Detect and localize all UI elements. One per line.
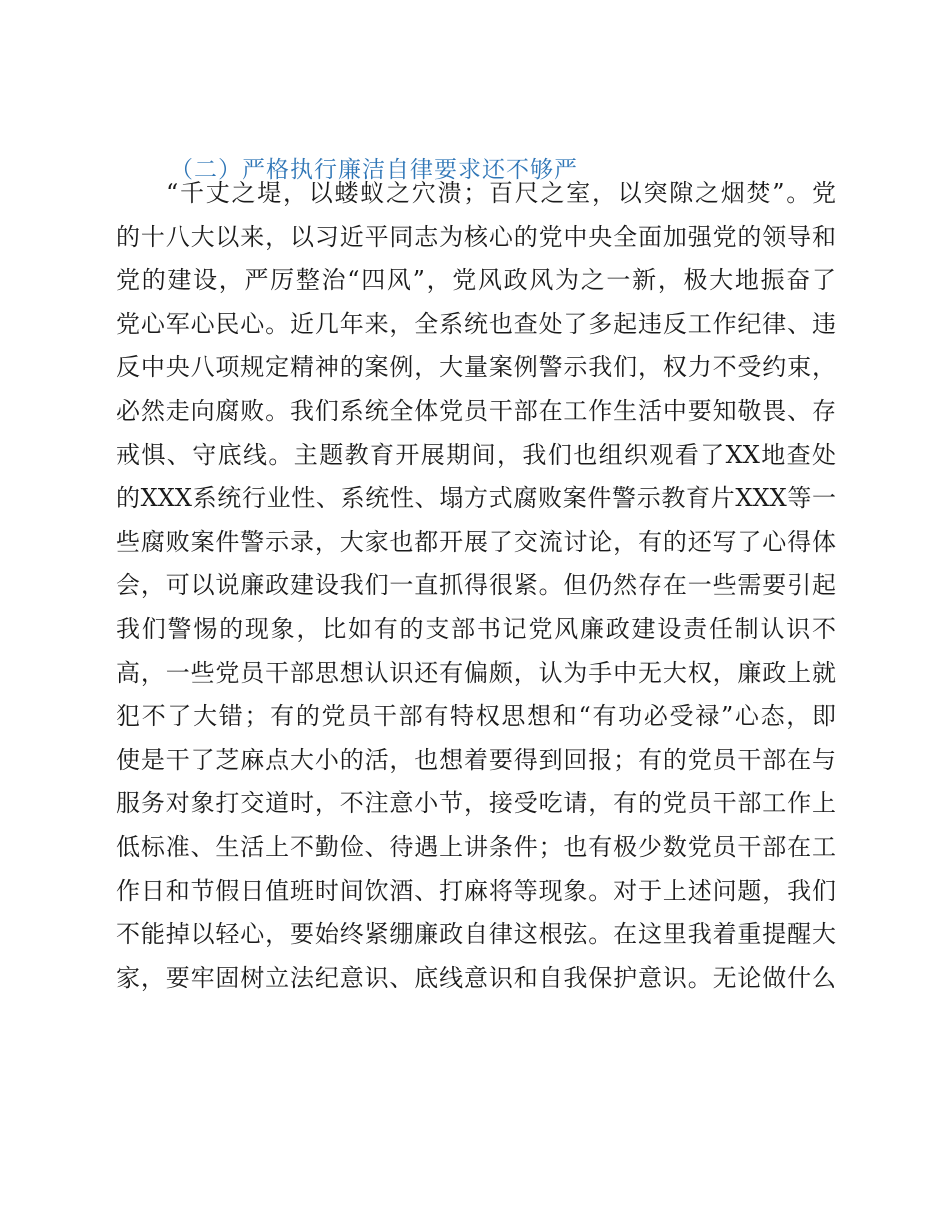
body-paragraph bbox=[116, 172, 836, 1000]
paragraph-line: 戒惧、守底线。主题教育开展期间，我们也组织观看了XX地查处 bbox=[116, 440, 836, 469]
paragraph-line: 低标准、生活上不勤俭、待遇上讲条件；也有极少数党员干部在工 bbox=[116, 832, 836, 861]
paragraph-line: 高，一些党员干部思想认识还有偏颇，认为手中无大权，廉政上就 bbox=[116, 658, 836, 687]
paragraph-line: 我们警惕的现象，比如有的支部书记党风廉政建设责任制认识不 bbox=[116, 614, 836, 643]
paragraph-line: 些腐败案件警示录，大家也都开展了交流讨论，有的还写了心得体 bbox=[116, 527, 836, 556]
paragraph-line: 必然走向腐败。我们系统全体党员干部在工作生活中要知敬畏、存 bbox=[116, 396, 836, 425]
paragraph-line: 会，可以说廉政建设我们一直抓得很紧。但仍然存在一些需要引起 bbox=[116, 571, 836, 600]
paragraph-line: “千丈之堤，以蝼蚁之穴溃；百尺之室，以突隙之烟焚”。党 bbox=[166, 179, 836, 207]
paragraph-line: 的XXX系统行业性、系统性、塌方式腐败案件警示教育片XXX等一 bbox=[116, 484, 836, 513]
paragraph-line: 党心军心民心。近几年来，全系统也查处了多起违反工作纪律、违 bbox=[116, 309, 836, 338]
paragraph-line: 不能掉以轻心，要始终紧绷廉政自律这根弦。在这里我着重提醒大 bbox=[116, 920, 836, 949]
paragraph-line: 作日和节假日值班时间饮酒、打麻将等现象。对于上述问题，我们 bbox=[116, 876, 836, 905]
paragraph-line: 犯不了大错；有的党员干部有特权思想和“有功必受禄”心态，即 bbox=[116, 702, 836, 731]
section-heading: （二）严格执行廉洁自律要求还不够严 bbox=[170, 157, 578, 183]
paragraph-line: 服务对象打交道时，不注意小节，接受吃请，有的党员干部工作上 bbox=[116, 789, 836, 818]
paragraph-line: 家，要牢固树立法纪意识、底线意识和自我保护意识。无论做什么 bbox=[116, 963, 836, 992]
paragraph-line: 党的建设，严厉整治“四风”，党风政风为之一新，极大地振奋了 bbox=[116, 266, 836, 295]
paragraph-line: 使是干了芝麻点大小的活，也想着要得到回报；有的党员干部在与 bbox=[116, 745, 836, 774]
paragraph-line: 反中央八项规定精神的案例，大量案例警示我们，权力不受约束， bbox=[116, 353, 836, 382]
paragraph-line: 的十八大以来，以习近平同志为核心的党中央全面加强党的领导和 bbox=[116, 222, 836, 251]
